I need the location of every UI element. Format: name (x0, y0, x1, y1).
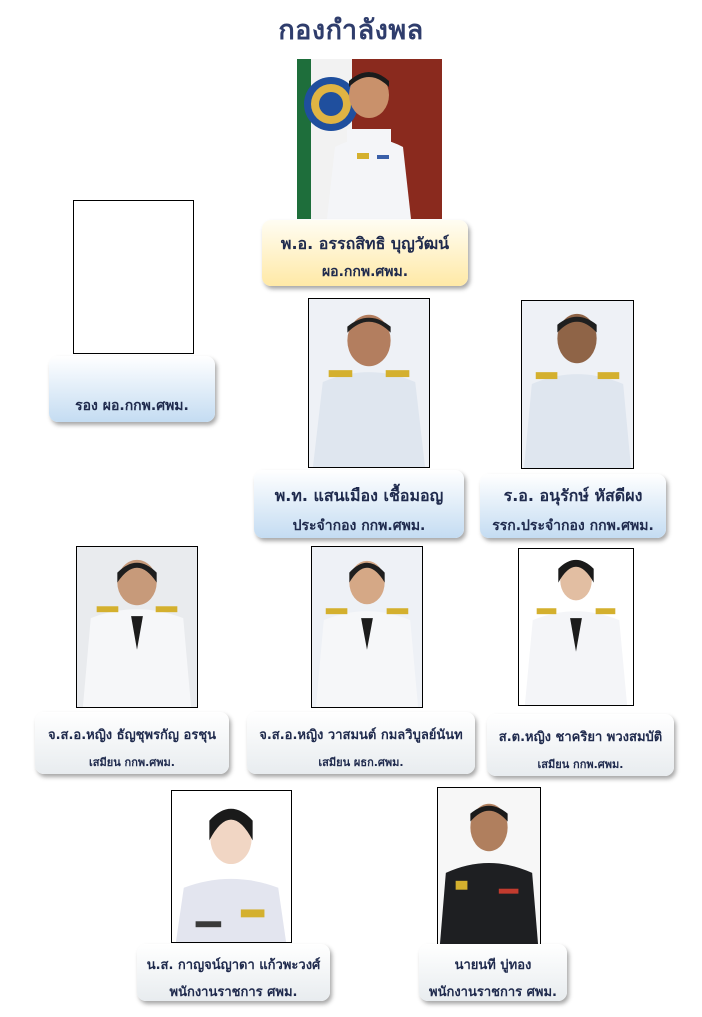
staff-position: เสมียน กกพ.ศพม. (537, 758, 624, 771)
staff-name: ส.ต.หญิง ชาคริยา พวงสมบัติ (498, 730, 663, 745)
staff-photo (76, 546, 198, 708)
staff-position: รรก.ประจำกอง กกพ.ศพม. (492, 518, 654, 534)
staff-photo (311, 546, 423, 708)
staff-position: เสมียน ผธก.ศพม. (318, 756, 404, 769)
staff-photo (171, 790, 292, 943)
deputy-card (49, 356, 215, 422)
staff-position: พนักงานราชการ ศพม. (169, 985, 298, 1000)
director-position: ผอ.กกพ.ศพม. (321, 264, 409, 280)
staff-name: พ.ท. แสนเมือง เชื้อมอญ (274, 486, 444, 505)
staff-name: ร.อ. อนุรักษ์ หัสดีผง (503, 486, 643, 505)
staff-name: จ.ส.อ.หญิง วาสมนต์ กมลวิบูลย์นันท (259, 728, 463, 743)
deputy-photo-placeholder (73, 200, 194, 354)
staff-card (480, 474, 666, 538)
staff-card (247, 712, 475, 774)
staff-name: น.ส. กาญจน์ญาดา แก้วพะวงศ์ (146, 958, 321, 973)
staff-name: นายนที บู่ทอง (454, 958, 532, 973)
staff-card (137, 944, 330, 1001)
staff-card (35, 712, 229, 774)
staff-photo (437, 787, 541, 945)
staff-photo (308, 298, 430, 468)
director-name: พ.อ. อรรถสิทธิ บุญวัฒน์ (280, 234, 450, 253)
page-title: กองกำลังพล (278, 15, 424, 46)
staff-position: เสมียน กกพ.ศพม. (89, 756, 175, 769)
staff-position: พนักงานราชการ ศพม. (429, 985, 557, 1000)
staff-position: ประจำกอง กกพ.ศพม. (292, 518, 426, 534)
staff-name: จ.ส.อ.หญิง ธัญชุพรกัญ อรชุน (47, 728, 217, 743)
staff-card (419, 944, 567, 1001)
director-photo (297, 59, 442, 219)
staff-card (487, 714, 674, 776)
staff-photo (521, 300, 634, 469)
staff-photo (518, 548, 634, 706)
deputy-position: รอง ผอ.กกพ.ศพม. (75, 398, 189, 414)
director-card (262, 220, 468, 286)
staff-card (254, 470, 464, 538)
